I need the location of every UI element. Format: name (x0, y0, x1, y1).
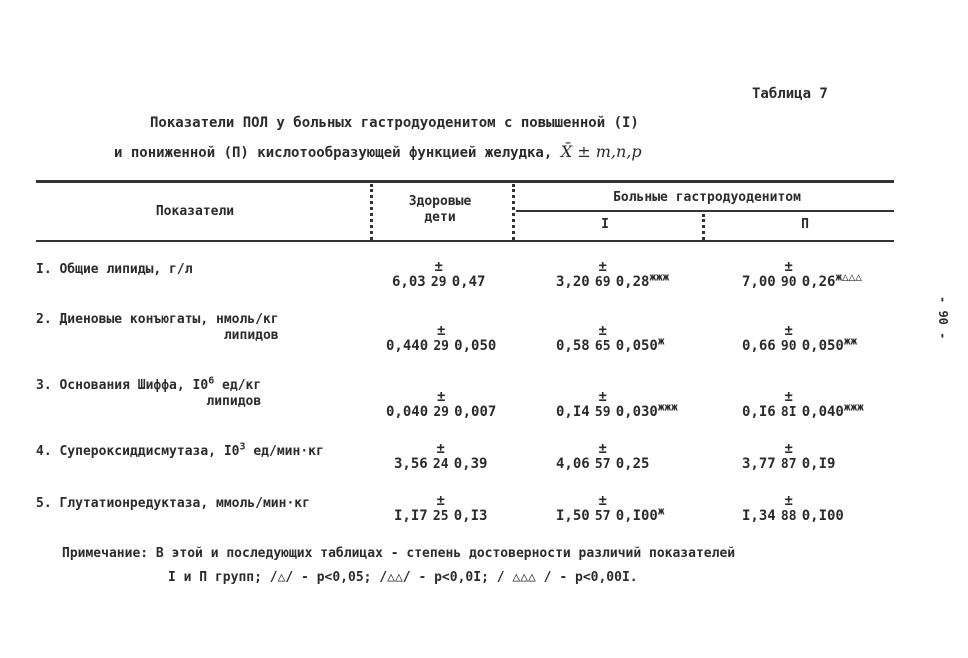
sample-size: 65 (594, 339, 611, 354)
row-name (36, 496, 310, 511)
row-name (36, 442, 324, 459)
sample-size: 59 (594, 405, 611, 420)
sample-size: 90 (780, 339, 797, 354)
mean-value: 0,440 (386, 338, 429, 354)
significance-mark: жж (843, 334, 858, 348)
header-separator-2 (512, 184, 515, 240)
plus-minus: ± (436, 323, 446, 339)
row-name-line2: липидов (223, 328, 279, 343)
row-group2-value (742, 494, 844, 524)
error-value: 0,I3 (453, 508, 488, 524)
row-group2-value (742, 324, 857, 354)
mean-value: 0,040 (386, 404, 429, 420)
row-name-unit: ед/кг (214, 378, 262, 394)
table-label: Таблица 7 (752, 86, 828, 102)
row-name-text: 3. Основания Шиффа, I0 (36, 378, 209, 394)
header-bottom-rule (36, 240, 894, 242)
row-group2-value (742, 442, 835, 472)
row-name (36, 312, 279, 344)
mean-value: 6,03 (392, 274, 426, 290)
header-healthy-children (380, 194, 500, 226)
significance-mark: жжж (649, 270, 670, 284)
error-value: 0,I00 (801, 508, 844, 524)
plus-minus: ± (784, 493, 793, 509)
error-value: 0,030 (615, 404, 658, 420)
significance-mark: ж△△△ (835, 270, 862, 284)
table-top-rule (36, 180, 894, 183)
row-name-exponent: 6 (208, 376, 215, 387)
mean-value: 0,66 (742, 338, 776, 354)
mean-value: 0,I4 (556, 404, 590, 420)
table-note-line2: I и П групп; /△/ - p<0,05; /△△/ - p<0,0I; / △△△ / - p<0,00I. (168, 570, 638, 585)
error-value: 0,050 (801, 338, 844, 354)
plus-minus: ± (598, 493, 607, 509)
row-name-text: 4. Супероксиддисмутаза, I0 (36, 444, 240, 460)
error-value: 0,050 (615, 338, 658, 354)
sample-size: 24 (432, 457, 449, 472)
plus-minus: ± (436, 389, 446, 405)
sample-size: 57 (594, 457, 611, 472)
row-healthy-value (394, 494, 487, 524)
mean-value: 4,06 (556, 456, 590, 472)
mean-value: 0,I6 (742, 404, 776, 420)
mean-value: I,50 (556, 508, 590, 524)
error-value: 0,040 (801, 404, 844, 420)
mean-value: 0,58 (556, 338, 590, 354)
row-group1-value (556, 324, 665, 354)
row-group1-value (556, 390, 678, 420)
sample-size: 90 (780, 275, 797, 290)
plus-minus: ± (784, 323, 793, 339)
row-name-line2: липидов (206, 394, 262, 410)
title-stat-notation: X̄ ± m,n,p (560, 142, 642, 161)
plus-minus: ± (598, 441, 607, 457)
mean-value: 7,00 (742, 274, 776, 290)
significance-mark: жжж (657, 400, 678, 414)
header-indicators: Показатели (155, 204, 235, 219)
row-group1-value (556, 442, 649, 472)
table-title-line2-text: и пониженной (П) кислотообразующей функцией желудка, (114, 145, 553, 161)
sample-size: 29 (433, 405, 449, 420)
error-value: 0,39 (453, 456, 488, 472)
plus-minus: ± (434, 259, 443, 275)
error-value: 0,050 (454, 338, 497, 354)
plus-minus: ± (784, 441, 793, 457)
header-patients: Больные гастродуоденитом (613, 190, 801, 205)
row-name (36, 374, 261, 410)
row-healthy-value (386, 324, 496, 354)
sample-size: 29 (430, 275, 447, 290)
table-title-line2 (114, 142, 642, 161)
error-value: 0,47 (451, 274, 486, 290)
header-separator-1 (370, 184, 373, 240)
header-group-rule (516, 210, 894, 212)
error-value: 0,26 (801, 274, 836, 290)
plus-minus: ± (436, 441, 445, 457)
plus-minus: ± (784, 389, 793, 405)
error-value: 0,I9 (801, 456, 836, 472)
header-healthy-line1: Здоровые (408, 194, 472, 209)
header-group-1: I (601, 217, 609, 232)
row-name-line1 (36, 378, 261, 393)
mean-value: I,34 (742, 508, 776, 524)
row-group2-value (742, 260, 862, 290)
sample-size: 8I (780, 405, 797, 420)
mean-value: 3,77 (742, 456, 776, 472)
sample-size: 87 (780, 457, 797, 472)
header-group-2: П (801, 217, 809, 232)
sample-size: 69 (594, 275, 611, 290)
header-separator-3 (702, 214, 705, 240)
plus-minus: ± (598, 323, 607, 339)
row-group2-value (742, 390, 864, 420)
table-note-line1: Примечание: В этой и последующих таблицах - степень достоверности различий показателей (62, 546, 736, 561)
table-title-line1: Показатели ПОЛ у больных гастродуоденитом с повышенной (I) (150, 115, 639, 131)
plus-minus: ± (436, 493, 445, 509)
significance-mark: ж (657, 334, 665, 348)
row-name-unit: ед/мин·кг (245, 444, 324, 460)
header-healthy-line2: дети (424, 210, 456, 225)
row-name (36, 262, 193, 277)
sample-size: 25 (432, 509, 449, 524)
mean-value: 3,56 (394, 456, 428, 472)
error-value: 0,25 (615, 456, 650, 472)
sample-size: 88 (780, 509, 797, 524)
row-name-line1: 2. Диеновые конъюгаты, нмоль/кг (36, 312, 279, 327)
row-group1-value (556, 494, 665, 524)
row-name-line1: I. Общие липиды, г/л (36, 262, 193, 277)
row-group1-value (556, 260, 669, 290)
page-number: - 90 - (936, 296, 950, 340)
row-healthy-value (394, 442, 487, 472)
error-value: 0,28 (615, 274, 650, 290)
error-value: 0,I00 (615, 508, 658, 524)
row-healthy-value (386, 390, 496, 420)
sample-size: 29 (433, 339, 449, 354)
significance-mark: жжж (843, 400, 864, 414)
row-name-line1 (36, 444, 324, 459)
row-healthy-value (392, 260, 485, 290)
mean-value: 3,20 (556, 274, 590, 290)
plus-minus: ± (598, 389, 607, 405)
plus-minus: ± (784, 259, 793, 275)
plus-minus: ± (598, 259, 607, 275)
mean-value: I,I7 (394, 508, 428, 524)
row-name-line1: 5. Глутатионредуктаза, ммоль/мин·кг (36, 496, 310, 511)
significance-mark: ж (657, 504, 665, 518)
sample-size: 57 (594, 509, 611, 524)
error-value: 0,007 (454, 404, 497, 420)
row-name-exponent: 3 (239, 442, 246, 453)
